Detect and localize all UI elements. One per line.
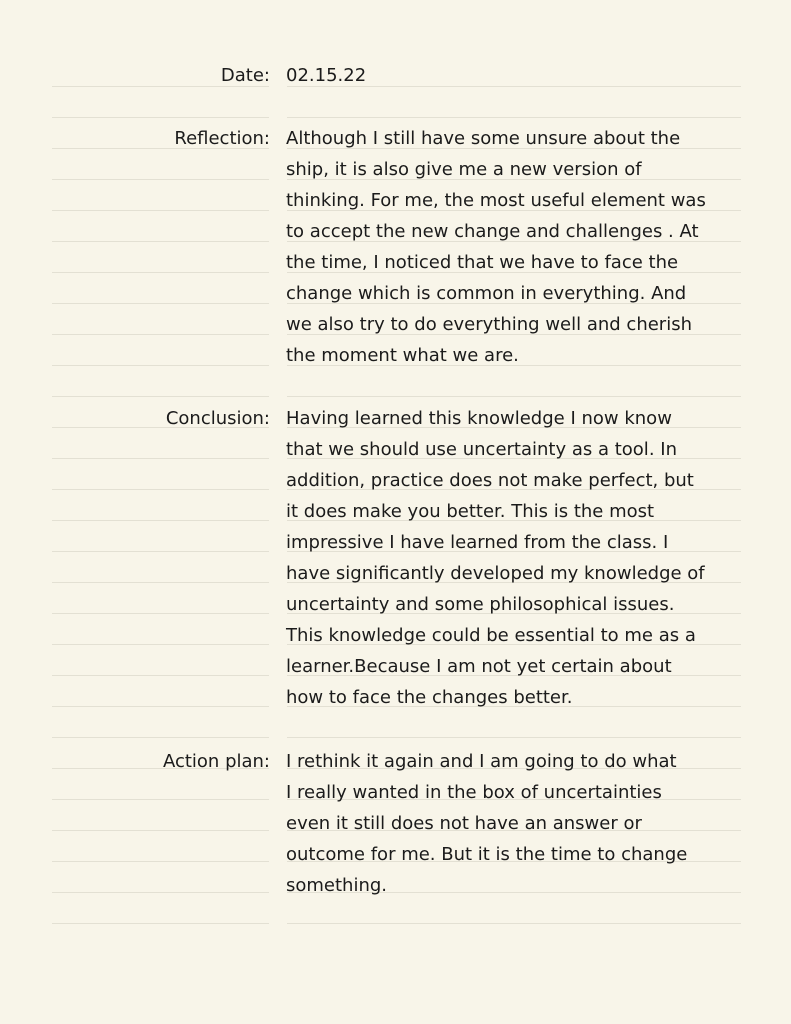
text-line: ship, it is also give me a new version of [286, 159, 642, 180]
reflection-label: Reflection: [174, 128, 270, 149]
text-line: 02.15.22 [286, 65, 367, 86]
text-line: This knowledge could be essential to me as a [286, 625, 696, 646]
ruled-line [52, 551, 269, 552]
text-line: the moment what we are. [286, 345, 519, 366]
text-line: something. [286, 875, 388, 896]
text-line: I rethink it again and I am going to do what [286, 751, 677, 772]
ruled-line [52, 396, 269, 397]
text-line: I really wanted in the box of uncertainties [286, 782, 662, 803]
ruled-line [52, 241, 269, 242]
text-line: it does make you better. This is the most [286, 501, 655, 522]
ruled-line [52, 737, 269, 738]
text-line: Having learned this knowledge I now know [286, 408, 672, 429]
text-line: impressive I have learned from the class. I [286, 532, 669, 553]
date-value [286, 60, 756, 91]
text-line: Although I still have some unsure about the [286, 128, 681, 149]
ruled-line [52, 210, 269, 211]
text-line: that we should use uncertainty as a tool. In [286, 439, 677, 460]
ruled-line [287, 923, 741, 924]
ruled-line [287, 396, 741, 397]
ruled-line [52, 117, 269, 118]
ruled-line [287, 737, 741, 738]
text-line: to accept the new change and challenges . At [286, 221, 699, 242]
ruled-line [287, 117, 741, 118]
ruled-line [52, 489, 269, 490]
ruled-line [52, 179, 269, 180]
ruled-line [52, 334, 269, 335]
conclusion-text [286, 403, 756, 713]
conclusion-label: Conclusion: [165, 408, 270, 429]
ruled-line [52, 520, 269, 521]
ruled-line [52, 365, 269, 366]
ruled-line [52, 706, 269, 707]
ruled-line [52, 892, 269, 893]
ruled-line [52, 675, 269, 676]
text-line: even it still does not have an answer or [286, 813, 642, 834]
text-line: learner.Because I am not yet certain about [286, 656, 672, 677]
text-line: the time, I noticed that we have to face the [286, 252, 679, 273]
ruled-line [52, 458, 269, 459]
text-line: change which is common in everything. And [286, 283, 687, 304]
text-line: outcome for me. But it is the time to change [286, 844, 688, 865]
reflection-text [286, 123, 756, 371]
ruled-line [52, 644, 269, 645]
text-line: we also try to do everything well and cherish [286, 314, 692, 335]
ruled-line [52, 582, 269, 583]
action-plan-label: Action plan: [162, 751, 270, 772]
ruled-line [52, 303, 269, 304]
ruled-line [52, 923, 269, 924]
ruled-line [52, 830, 269, 831]
text-line: have significantly developed my knowledge of [286, 563, 705, 584]
ruled-line [52, 272, 269, 273]
text-line: thinking. For me, the most useful element was [286, 190, 706, 211]
ruled-line [52, 613, 269, 614]
text-line: addition, practice does not make perfect, but [286, 470, 694, 491]
ruled-line [52, 861, 269, 862]
action-plan-text [286, 746, 756, 901]
date-label: Date: [220, 65, 270, 86]
ruled-line [52, 799, 269, 800]
text-line: how to face the changes better. [286, 687, 573, 708]
text-line: uncertainty and some philosophical issues. [286, 594, 675, 615]
